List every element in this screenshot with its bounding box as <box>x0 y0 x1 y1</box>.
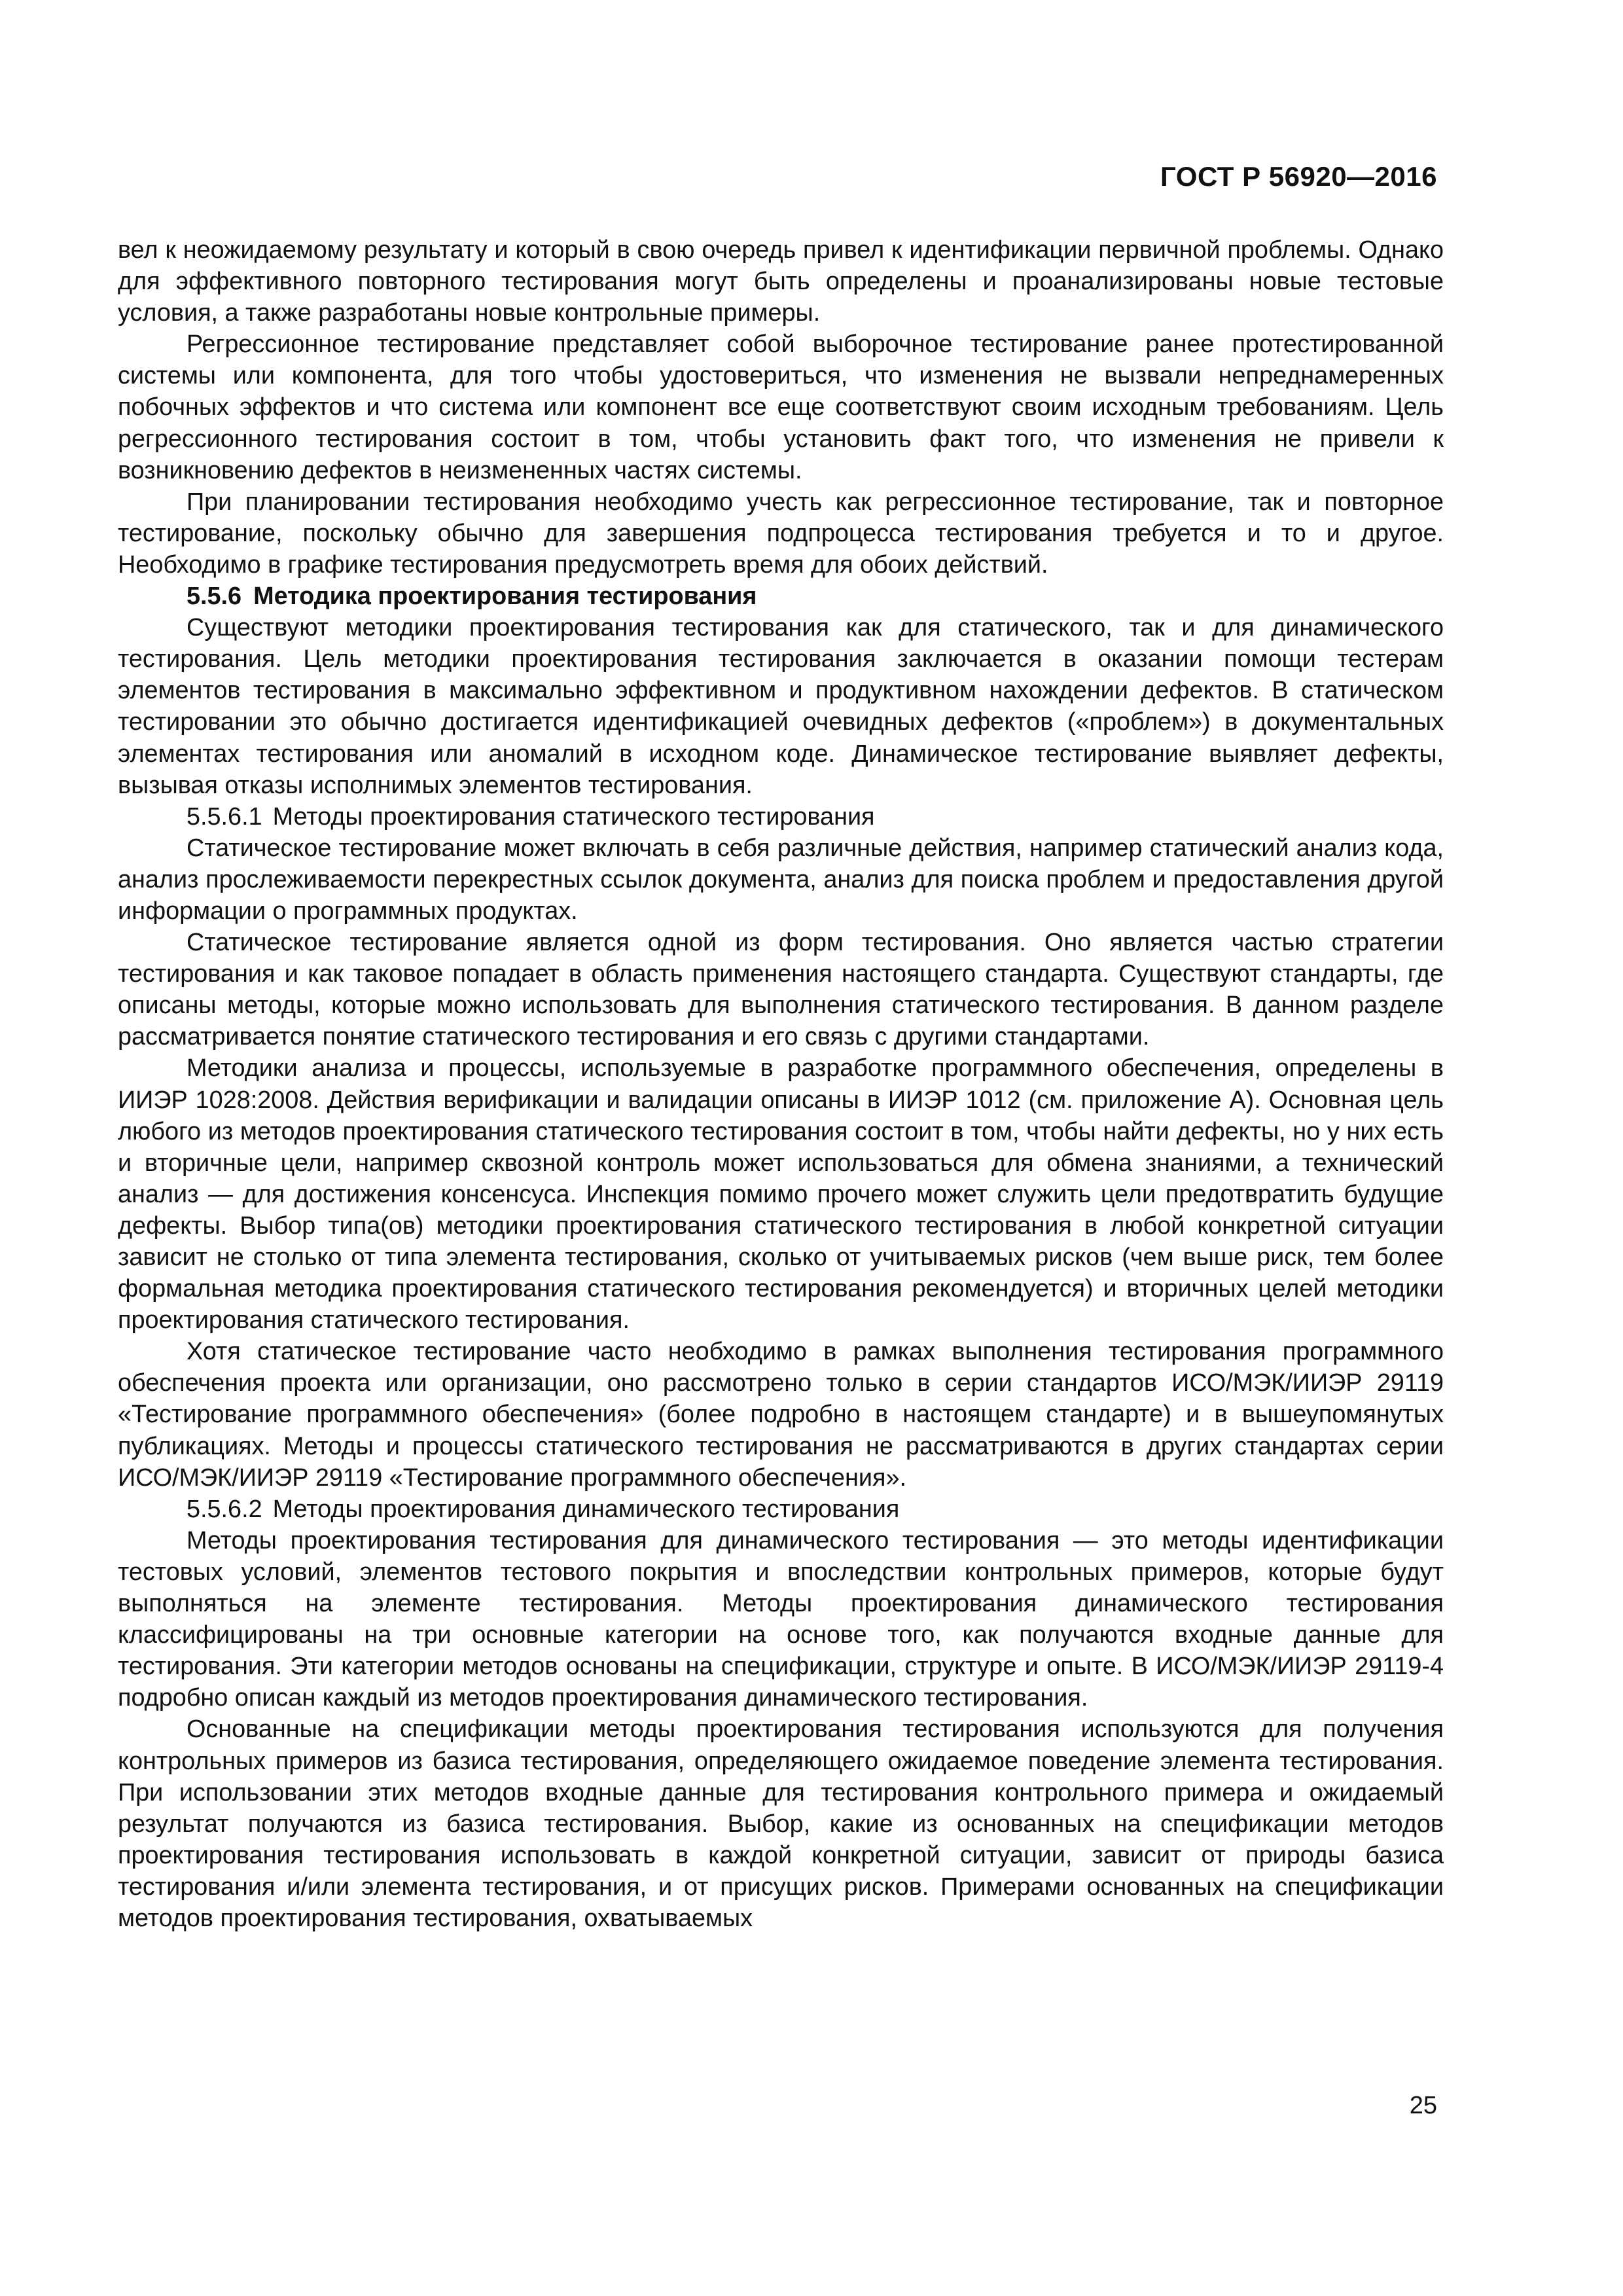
section-title: Методика проектирования тестирования <box>253 583 757 611</box>
section-number: 5.5.6 <box>187 583 242 611</box>
document-code-header: ГОСТ Р 56920—2016 <box>1160 161 1437 192</box>
section-heading-5-5-6-2 <box>118 1494 1444 1525</box>
paragraph-static-methods: Методики анализа и процессы, используемые в разработке программного обеспечения, определены в ИИЭР 1028:2008. Действия верификации и валидации описаны в ИИЭР 1012 (см. приложение А). Основная цель любого из методов проектирования статического тестирования состоит в том, чтобы найти дефекты, но у них есть и вторичные цели, например сквозной контроль может использоваться для обмена знаниями, а технический анализ — для достижения консенсуса. Инспекция помимо прочего может служить цели предотвратить будущие дефекты. Выбор типа(ов) методики проектирования статического тестирования в любой конкретной ситуации зависит не столько от типа элемента тестирования, сколько от учитываемых рисков (чем выше риск, тем более формальная методика проектирования статического тестирования рекомендуется) и вторичных целей методики проектирования статического тестирования. <box>118 1054 1444 1335</box>
section-number: 5.5.6.1 <box>187 802 262 831</box>
section-heading-5-5-6-1 <box>118 801 1444 833</box>
section-title: Методы проектирования статического тестирования <box>272 802 875 831</box>
paragraph-dynamic-methods: Методы проектирования тестирования для динамического тестирования — это методы идентификации тестовых условий, элементов тестового покрытия и впоследствии контрольных примеров, которые будут выполняться на элементе тестирования. Методы проектирования динамического тестирования классифицированы на три основные категории на основе того, как получаются входные данные для тестирования. Эти категории методов основаны на спецификации, структуре и опыте. В ИСО/МЭК/ИИЭР 29119-4 подробно описан каждый из методов проектирования динамического тестирования. <box>118 1526 1444 1712</box>
paragraph-spec-based: Основанные на спецификации методы проектирования тестирования используются для получения контрольных примеров из базиса тестирования, определяющего ожидаемое поведение элемента тестирования. При использовании этих методов входные данные для тестирования контрольного примера и ожидаемый результат получаются из базиса тестирования. Выбор, какие из основанных на спецификации методов проектирования тестирования использовать в каждой конкретной ситуации, зависит от природы базиса тестирования и/или элемента тестирования, и от присущих рисков. Примерами основанных на спецификации методов проектирования тестирования, охватываемых <box>118 1715 1444 1932</box>
paragraph-static-activities: Статическое тестирование может включать в себя различные действия, например статический анализ кода, анализ прослеживаемости перекрестных ссылок документа, анализ для поиска проблем и предоставления другой информации о программных продуктах. <box>118 834 1444 925</box>
paragraph-test-planning: При планировании тестирования необходимо учесть как регрессионное тестирование, так и повторное тестирование, поскольку обычно для завершения подпроцесса тестирования требуется и то и другое. Необходимо в графике тестирования предусмотреть время для обоих действий. <box>118 488 1444 579</box>
paragraph-design-intro: Существуют методики проектирования тестирования как для статического, так и для динамического тестирования. Цель методики проектирования тестирования заключается в оказании помощи тестерам элементов тестирования в максимально эффективном и продуктивном нахождении дефектов. В статическом тестировании это обычно достигается идентификацией очевидных дефектов («проблем») в документальных элементах тестирования или аномалий в исходном коде. Динамическое тестирование выявляет дефекты, вызывая отказы исполнимых элементов тестирования. <box>118 614 1444 799</box>
section-heading-5-5-6 <box>118 581 1444 612</box>
page-number: 25 <box>1409 2092 1437 2119</box>
paragraph-static-form: Статическое тестирование является одной из форм тестирования. Оно является частью стратегии тестирования и как таковое попадает в область применения настоящего стандарта. Существуют стандарты, где описаны методы, которые можно использовать для выполнения статического тестирования. В данном разделе рассматривается понятие статического тестирования и его связь с другими стандартами. <box>118 929 1444 1051</box>
paragraph-static-scope: Хотя статическое тестирование часто необходимо в рамках выполнения тестирования программного обеспечения проекта или организации, оно рассмотрено только в серии стандартов ИСО/МЭК/ИИЭР 29119 «Тестирование программного обеспечения» (более подробно в настоящем стандарте) и в вышеупомянутых публикациях. Методы и процессы статического тестирования не рассматриваются в других стандартах серии ИСО/МЭК/ИИЭР 29119 «Тестирование программного обеспечения». <box>118 1338 1444 1492</box>
section-title: Методы проектирования динамического тестирования <box>272 1495 900 1523</box>
paragraph-continuation: вел к неожидаемому результату и который в свою очередь привел к идентификации первичной проблемы. Однако для эффективного повторного тестирования могут быть определены и проанализированы новые тестовые условия, а также разработаны новые контрольные примеры. <box>118 236 1444 327</box>
paragraph-regression-testing: Регрессионное тестирование представляет собой выборочное тестирование ранее протестированной системы или компонента, для того чтобы удостовериться, что изменения не вызвали непреднамеренных побочных эффектов и что система или компонент все еще соответствуют своим исходным требованиям. Цель регрессионного тестирования состоит в том, чтобы установить факт того, что изменения не привели к возникновению дефектов в неизмененных частях системы. <box>118 331 1444 484</box>
section-number: 5.5.6.2 <box>187 1495 262 1523</box>
body-text <box>118 234 1444 1934</box>
